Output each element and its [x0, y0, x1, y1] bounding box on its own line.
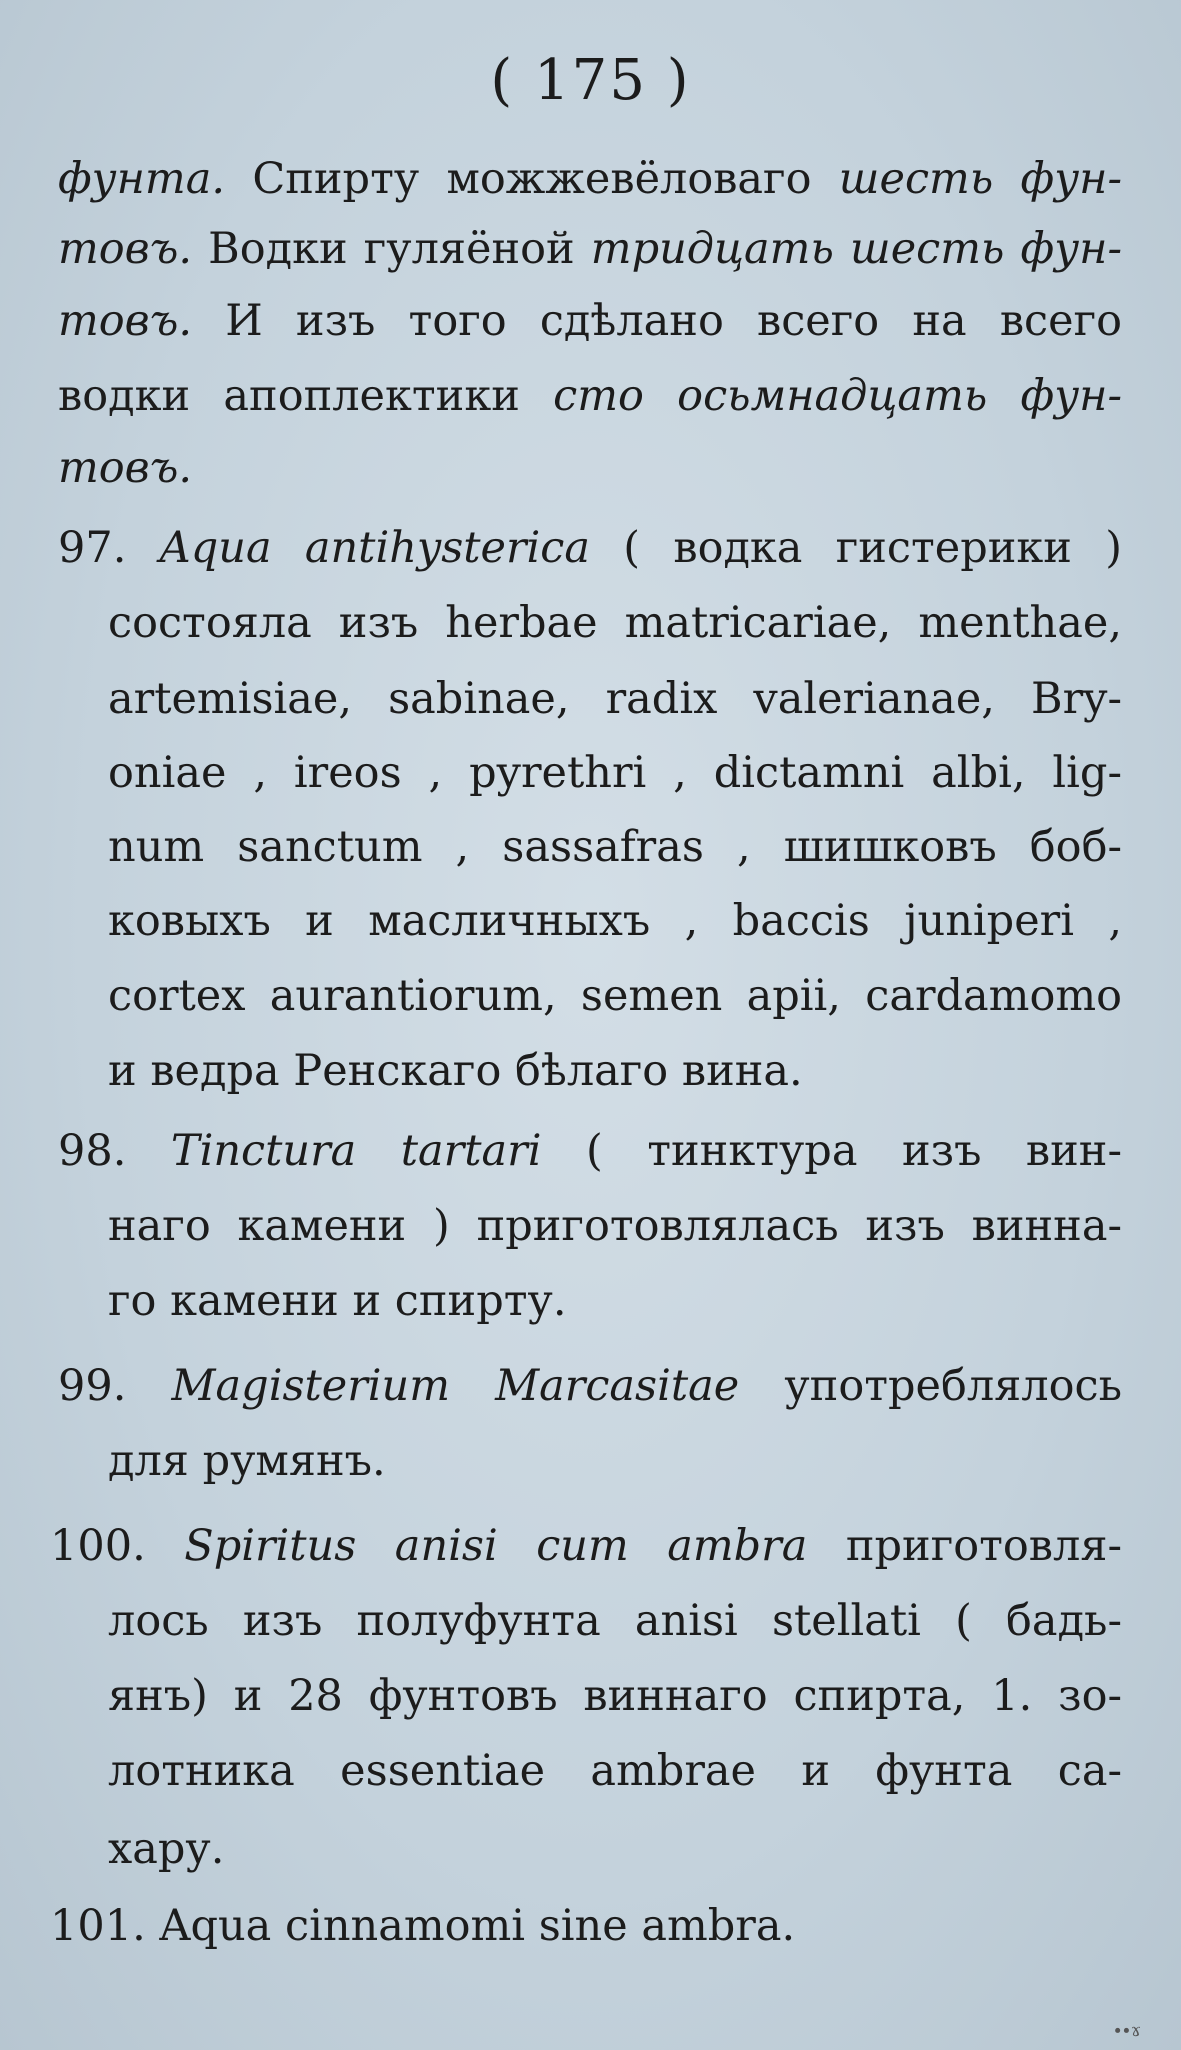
italic-term: Aqua antihysterica — [159, 523, 591, 573]
text-run: cortex aurantiorum, semen apii, cardamomo — [108, 971, 1122, 1021]
text-run: янъ) и 28 фунтовъ виннаго спирта, 1. зо- — [108, 1671, 1122, 1721]
text-run: употреблялось — [739, 1361, 1122, 1411]
text-line — [108, 896, 1122, 946]
italic-term: тридцать шесть фун- — [590, 224, 1122, 274]
text-line — [108, 1596, 1122, 1646]
italic-term: товъ. — [58, 443, 193, 493]
text-run: для румянъ. — [108, 1436, 386, 1486]
text-line — [50, 1521, 1122, 1571]
text-line — [108, 1824, 1122, 1874]
italic-term: шесть фун- — [838, 154, 1123, 204]
text-line — [108, 748, 1122, 798]
text-run: водки апоплектики — [58, 371, 554, 421]
text-line — [58, 443, 1122, 493]
text-line — [108, 674, 1122, 724]
text-line — [50, 1901, 1122, 1951]
text-line — [108, 1671, 1122, 1721]
text-line — [108, 1046, 1122, 1096]
text-run: И изъ того сдѣлано всего на всего — [192, 296, 1122, 346]
text-line — [108, 1201, 1122, 1251]
text-line — [108, 1276, 1122, 1326]
text-run: oniae , ireos , pyrethri , dictamni albi, lig- — [108, 748, 1122, 798]
text-line — [108, 1436, 1122, 1486]
text-line — [58, 224, 1122, 274]
text-line — [108, 971, 1122, 1021]
text-run: ( водка гистерики ) — [590, 523, 1122, 573]
text-run: приготовля- — [807, 1521, 1122, 1571]
text-line — [108, 1746, 1122, 1796]
text-line — [58, 371, 1122, 421]
page-number: ( 175 ) — [490, 48, 691, 113]
text-line — [58, 296, 1122, 346]
text-run: наго камени ) приготовлялась изъ винна- — [108, 1201, 1122, 1251]
corner-mark: ∙∙ɤ — [1113, 2020, 1141, 2041]
italic-term: Spiritus anisi cum ambra — [184, 1521, 808, 1571]
text-run: ковыхъ и масличныхъ , baccis juniperi , — [108, 896, 1122, 946]
italic-term: Tinctura tartari — [170, 1126, 542, 1176]
text-run: 97. — [58, 523, 160, 573]
text-line — [58, 1126, 1122, 1176]
text-run: ( тинктура изъ вин- — [541, 1126, 1122, 1176]
italic-term: сто осьмнадцать фун- — [553, 371, 1122, 421]
text-run: Спирту можжевёловаго — [225, 154, 839, 204]
italic-term: Magisterium Marcasitae — [171, 1361, 740, 1411]
text-run: лотника essentiae ambrae и фунта са- — [108, 1746, 1122, 1796]
text-line — [58, 1361, 1122, 1411]
text-run: и ведра Ренскаго бѣлаго вина. — [108, 1046, 803, 1096]
italic-term: товъ. — [58, 296, 193, 346]
text-line — [108, 822, 1122, 872]
text-line — [58, 523, 1122, 573]
text-run: artemisiae, sabinae, radix valerianae, Bry- — [108, 674, 1122, 724]
text-line — [108, 598, 1122, 648]
text-run: хару. — [108, 1824, 225, 1874]
text-run: 100. — [50, 1521, 185, 1571]
text-run: 101. Aqua cinnamomi sine ambra. — [50, 1901, 796, 1951]
text-run: го камени и спирту. — [108, 1276, 567, 1326]
italic-term: товъ. — [58, 224, 193, 274]
text-run: Водки гуляёной — [192, 224, 591, 274]
text-run: 98. — [58, 1126, 171, 1176]
italic-term: фунта. — [58, 154, 226, 204]
text-line — [58, 154, 1123, 204]
text-run: num sanctum , sassafras , шишковъ боб- — [108, 822, 1122, 872]
text-run: лось изъ полуфунта anisi stellati ( бадь- — [108, 1596, 1122, 1646]
text-run: 99. — [58, 1361, 172, 1411]
text-run: состояла изъ herbae matricariae, menthae, — [108, 598, 1122, 648]
